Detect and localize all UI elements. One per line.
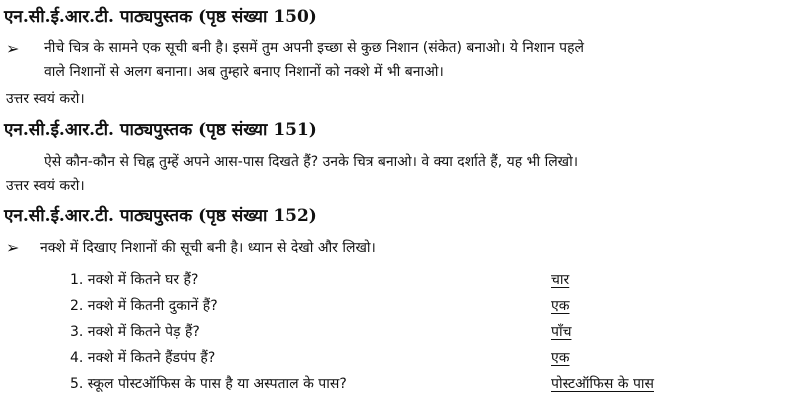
answer-text: उत्तर स्वयं करो। [6,91,85,107]
question-text: 5. स्कूल पोस्टऑफिस के पास है या अस्पताल के पास? [70,376,347,392]
arrow-bullet-icon: ➢ [6,39,20,58]
section-heading-150: एन.सी.ई.आर.टी. पाठ्यपुस्तक (पृष्ठ संख्या 150) [4,7,317,27]
instruction-line-2: वाले निशानों से अलग बनाना। अब तुम्हारे बनाए निशानों को नक्शे में भी बनाओ। [44,64,444,80]
arrow-bullet-icon: ➢ [6,238,20,257]
answer-value: एक [551,350,570,366]
instruction-line-1: नक्शे में दिखाए निशानों की सूची बनी है। ध्यान से देखो और लिखो। [40,240,376,256]
question-row [70,374,790,396]
section-heading-152: एन.सी.ई.आर.टी. पाठ्यपुस्तक (पृष्ठ संख्या 152) [4,206,317,226]
section-heading-151: एन.सी.ई.आर.टी. पाठ्यपुस्तक (पृष्ठ संख्या 151) [4,120,317,140]
question-text: 2. नक्शे में कितनी दुकानें हैं? [70,298,218,314]
instruction-line-1: नीचे चित्र के सामने एक सूची बनी है। इसमें तुम अपनी इच्छा से कुछ निशान (संकेत) बनाओ। ये निशान पहले [44,40,585,56]
question-text: 1. नक्शे में कितने घर हैं? [70,272,199,288]
question-row [70,348,790,370]
question-row [70,322,790,344]
question-row [70,270,790,292]
answer-value: पोस्टऑफिस के पास [551,376,654,392]
answer-value: चार [551,272,570,288]
question-row [70,296,790,318]
question-text: 4. नक्शे में कितने हैंडपंप हैं? [70,350,216,366]
question-text: 3. नक्शे में कितने पेड़ हैं? [70,324,200,340]
answer-value: पाँच [551,324,572,340]
answer-text: उत्तर स्वयं करो। [6,178,85,194]
instruction-line-1: ऐसे कौन-कौन से चिह्न तुम्हें अपने आस-पास दिखते हैं? उनके चित्र बनाओ। वे क्या दर्शाते हैं, यह भी लिखो। [44,154,579,170]
answer-value: एक [551,298,570,314]
